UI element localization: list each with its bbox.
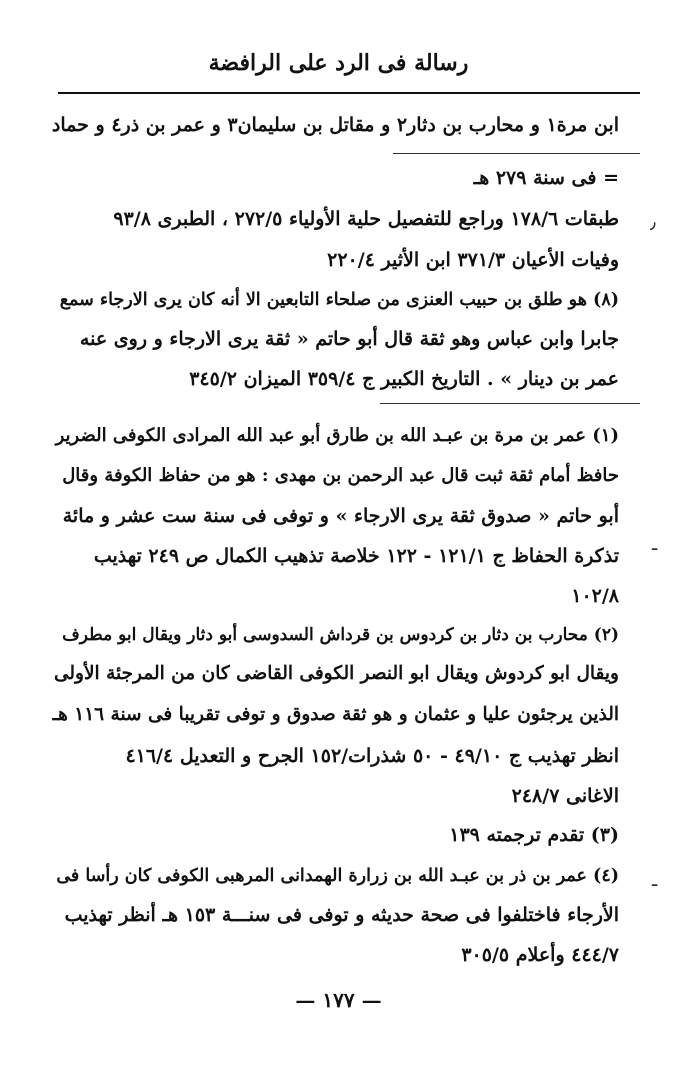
note-1-line-5: ١٠٢/٨ <box>571 585 619 607</box>
note-2-line-2: ويقال ابو كردوش ويقال ابو النصر الكوفى القاضى كان من المرجئة الأولى <box>54 663 619 684</box>
note-2-line-3: الذين يرجئون عليا و عثمان و هو ثقة صدوق و توفى تقريبا فى سنة ١١٦ هـ <box>52 704 619 725</box>
running-title: رسالة فى الرد على الرافضة <box>208 50 469 76</box>
note-4-line-3: ٤٤٤/٧ وأعلام ٣٠٥/٥ <box>461 944 619 966</box>
note-1-line-2: حافظ أمام ثقة ثبت قال عبد الرحمن بن مهدى : هو من حفاظ الكوفة وقال <box>62 465 619 486</box>
note-1-line-1: (١) عمر بن مرة بن عبـد الله بن طارق أبو عبد الله المرادى الكوفى الضرير <box>55 425 619 446</box>
footnote-line-2: طبقات ١٧٨/٦ وراجع للتفصيل حلية الأولياء ٢٧٢/٥ ، الطبرى ٩٣/٨ <box>113 208 619 230</box>
margin-mark-1: ٫ <box>650 212 656 233</box>
footnote-line-6: عمر بن دينار » . التاريخ الكبير ج ٣٥٩/٤ الميزان ٣٤٥/٢ <box>189 368 619 390</box>
note-1-line-3: أبو حاتم « صدوق ثقة يرى الارجاء » و توفى فى سنة ست عشر و مائة <box>62 505 619 527</box>
footnote-separator-1 <box>393 153 640 154</box>
note-2-line-4: انظر تهذيب ج ٤٩/١٠ - ٥٠ شذرات/١٥٢ الجرح و التعديل ٤١٦/٤ <box>125 745 619 767</box>
margin-mark-2: ـ <box>652 534 658 555</box>
note-4-line-1: (٤) عمر بن ذر بن عبـد الله بن زرارة الهمدانى المرهبى الكوفى كان رأسا فى <box>56 866 619 886</box>
footnote-line-3: وفيات الأعيان ٣٧١/٣ ابن الأثير ٢٢٠/٤ <box>327 249 619 271</box>
footnote-line-1: = فى سنة ٢٧٩ هـ <box>473 167 619 189</box>
page-number: — ١٧٧ — <box>295 988 382 1012</box>
note-1-line-4: تذكرة الحفاظ ج ١٢١/١ - ١٢٢ خلاصة تذهيب الكمال ص ٢٤٩ تهذيب <box>93 545 619 567</box>
margin-mark-3: ـ <box>652 870 658 891</box>
note-4-line-2: الأرجاء فاختلفوا فى صحة حديثه و توفى فى سنـــة ١٥٣ هـ أنظر تهذيب <box>64 904 619 926</box>
note-2-line-5: الاغانى ٢٤٨/٧ <box>511 785 619 807</box>
body-line-1: ابن مرة١ و محارب بن دثار٢ و مقاتل بن سليمان٣ و عمر بن ذر٤ و حماد <box>51 114 619 136</box>
note-2-line-1: (٢) محارب بن دثار بن كردوس بن قرداش السدوسى أبو دثار ويقال ابو مطرف <box>62 625 619 645</box>
note-3-line-1: (٣) تقدم ترجمته ١٣٩ <box>449 824 619 846</box>
footnote-separator-2 <box>380 403 640 404</box>
header-rule <box>58 92 640 94</box>
footnote-line-5: جابرا وابن عباس وهو ثقة قال أبو حاتم « ثقة يرى الارجاء و روى عنه <box>79 328 619 350</box>
footnote-line-4: (٨) هو طلق بن حبيب العنزى من صلحاء التابعين الا أنه كان يرى الارجاء سمع <box>59 290 619 310</box>
